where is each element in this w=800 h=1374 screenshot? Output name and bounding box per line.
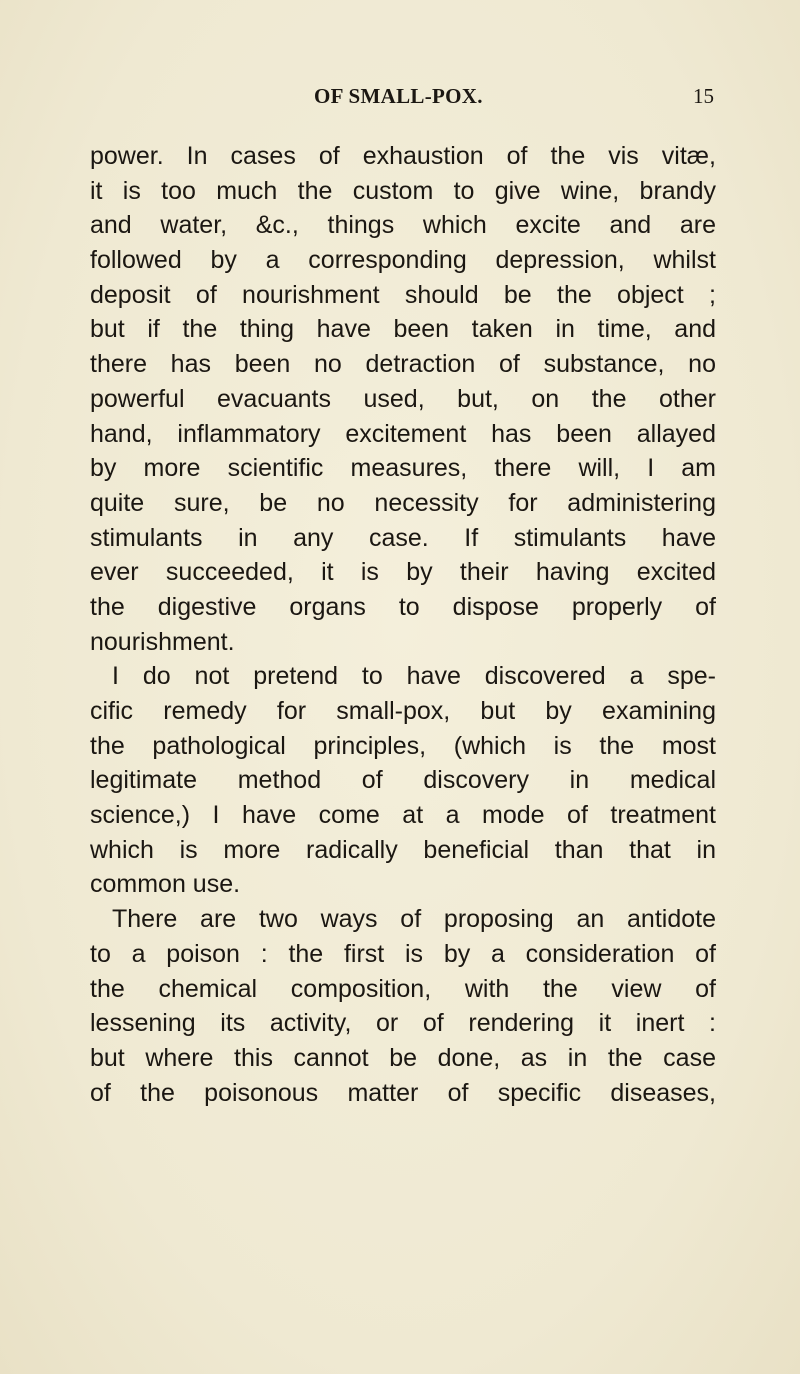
text-line: science,) I have come at a mode of treatment (90, 801, 716, 830)
text-line: There are two ways of proposing an antidote (112, 905, 716, 934)
body-text (90, 139, 716, 1110)
text-line: which is more radically beneficial than that in (90, 835, 716, 864)
text-line: powerful evacuants used, but, on the other (90, 384, 716, 413)
page-number: 15 (693, 84, 714, 108)
text-line: quite sure, be no necessity for administering (90, 488, 716, 517)
text-line: deposit of nourishment should be the object ; (90, 280, 716, 309)
text-line: by more scientific measures, there will, I am (90, 454, 716, 483)
text-line: and water, &c., things which excite and are (90, 211, 716, 240)
text-line: the pathological principles, (which is the most (90, 731, 716, 760)
text-line: nourishment. (90, 627, 235, 656)
text-line: followed by a corresponding depression, whilst (90, 246, 716, 275)
running-head (0, 84, 800, 114)
text-line: the chemical composition, with the view of (90, 974, 716, 1003)
text-line: power. In cases of exhaustion of the vis vitæ, (90, 142, 716, 170)
running-title: OF SMALL-POX. (314, 84, 483, 108)
text-line: of the poisonous matter of specific diseases, (90, 1078, 716, 1107)
text-line: stimulants in any case. If stimulants have (90, 523, 716, 552)
text-line: ever succeeded, it is by their having excited (90, 558, 716, 587)
text-line: I do not pretend to have discovered a spe- (112, 662, 716, 691)
text-line: hand, inflammatory excitement has been allayed (90, 419, 716, 448)
text-line: but where this cannot be done, as in the case (90, 1043, 716, 1072)
text-line: it is too much the custom to give wine, brandy (90, 176, 716, 205)
text-line: legitimate method of discovery in medical (90, 766, 716, 795)
text-line: there has been no detraction of substance, no (90, 350, 716, 379)
text-line: to a poison : the first is by a consideration of (90, 939, 716, 968)
text-line: lessening its activity, or of rendering it inert : (90, 1009, 716, 1038)
text-line: cific remedy for small-pox, but by examining (90, 697, 716, 725)
text-line: but if the thing have been taken in time, and (90, 315, 716, 344)
text-line: common use. (90, 870, 241, 899)
text-line: the digestive organs to dispose properly of (90, 592, 716, 621)
